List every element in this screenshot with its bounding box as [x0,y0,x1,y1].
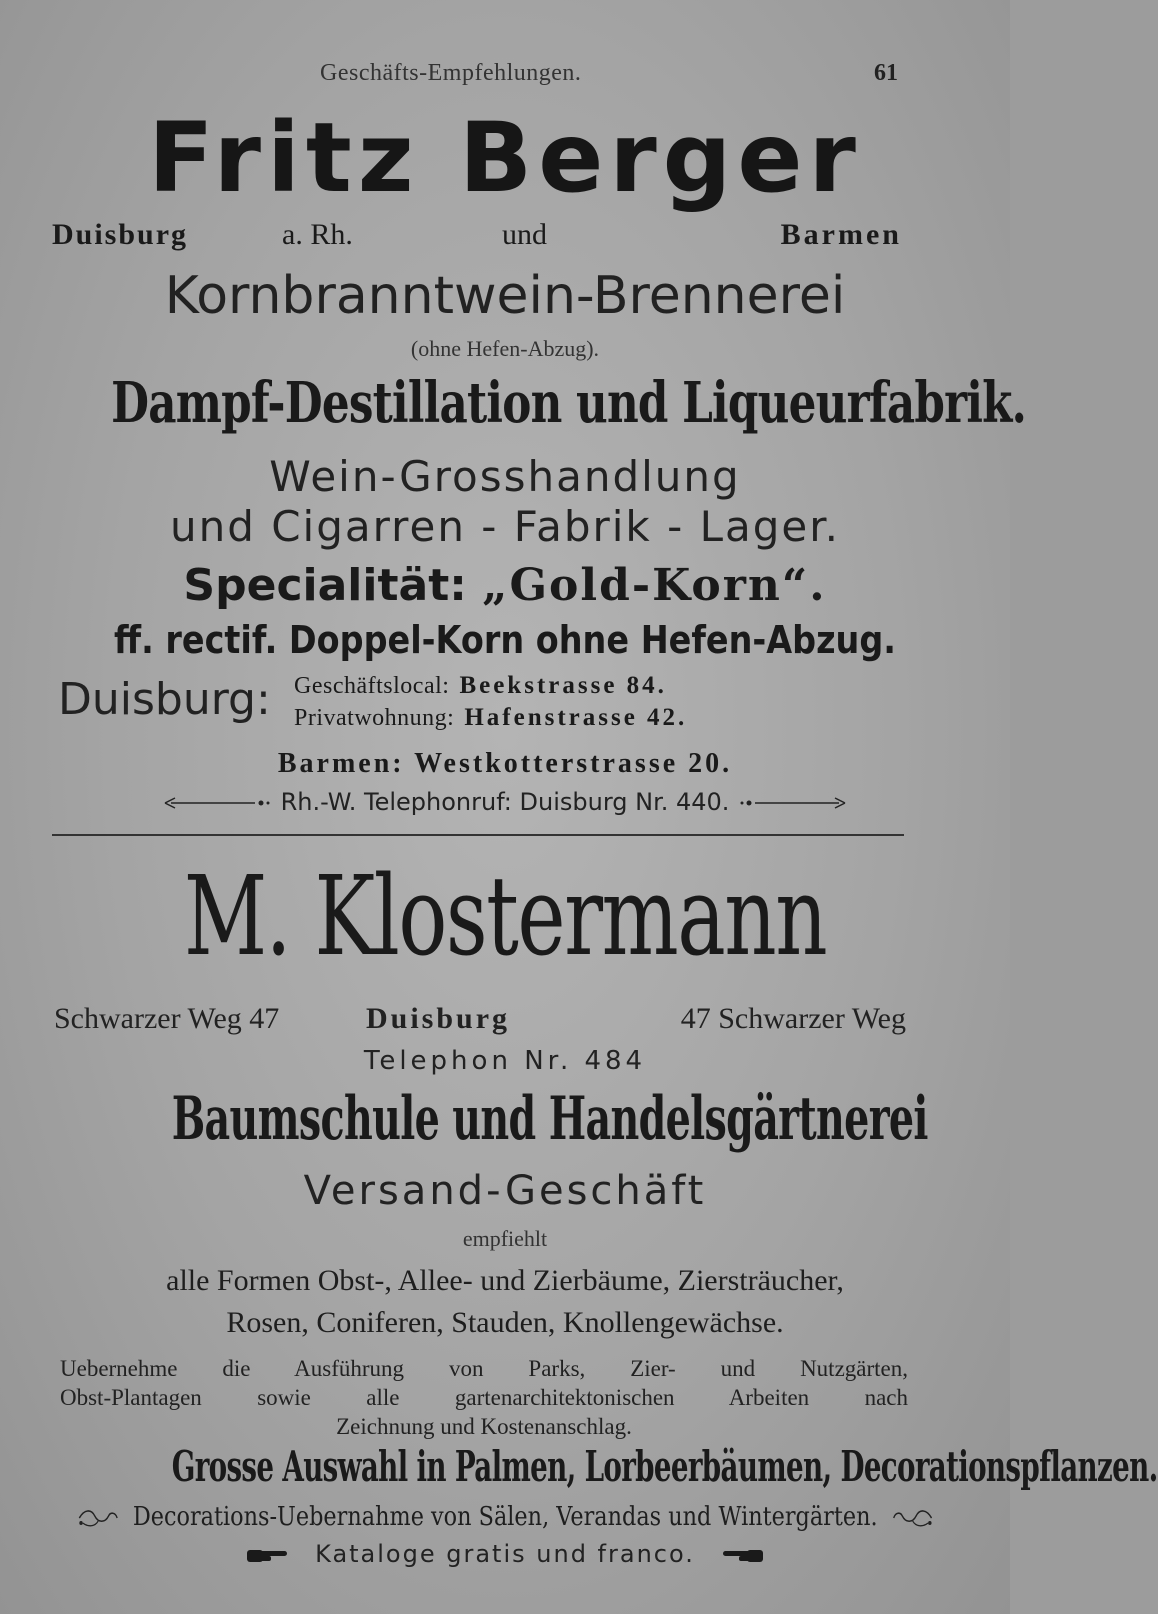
ad2-alle-line: alle Formen Obst-, Allee- und Zierbäume, Ziersträucher, [166,1264,844,1297]
ad2-grosse-line: Grosse Auswahl in Palmen, Lorbeerbäumen, Decorationspflanzen. [171,1442,1158,1491]
ad1-barmen-address: Barmen: Westkotterstrasse 20. [277,748,733,779]
ad1-cigarren-line: und Cigarren - Fabrik - Lager. [169,502,841,551]
ad2-company-name: M. Klostermann [183,852,827,980]
ad2-uebernehme-line-3: Zeichnung und Kostenanschlag. [336,1414,632,1439]
ad2-kataloge-line [0,1540,1010,1568]
ad1-office-address [294,672,667,700]
ad1-office-value: Beekstrasse 84. [459,672,667,699]
right-arrow-ornament-icon [737,797,847,809]
ad2-address-city: Duisburg [366,1002,511,1035]
ad1-dampf-line: Dampf-Destillation und Liqueurfabrik. [111,370,1027,436]
ad1-duisburg-addresses [58,672,938,742]
ad2-decorations-line [71,1502,940,1532]
pointing-hand-right-icon [245,1546,291,1564]
ad2-versand-line: Versand-Geschäft [303,1168,707,1214]
ad1-private-label: Privatwohnung: [294,705,455,731]
ad1-locations [52,218,902,258]
left-arrow-ornament-icon [163,797,273,809]
ad1-telephone: Rh.-W. Telephonruf: Duisburg Nr. 440. [280,788,730,816]
ad2-uebernehme-line-1: Uebernehme die Ausführung von Parks, Zier- und Nutzgärten, [60,1356,908,1381]
ad1-city1-suffix: a. Rh. [282,218,353,251]
running-title: Geschäfts-Empfehlungen. [320,60,582,86]
ad1-private-value: Hafenstrasse 42. [464,704,688,731]
page-number: 61 [874,60,898,86]
pointing-hand-left-icon [719,1546,765,1564]
ad1-rectif-line: ff. rectif. Doppel-Korn ohne Hefen-Abzug. [113,618,897,662]
ad1-kornbrannt-line: Kornbranntwein-Brennerei [164,266,846,326]
ad1-specialitaet-line [0,560,1010,611]
ad-divider-rule [52,834,904,836]
ad1-private-address [294,704,687,732]
ad1-office-label: Geschäftslocal: [294,673,450,699]
ad2-uebernehme-paragraph [60,1354,908,1441]
ad1-address-city: Duisburg: [58,674,271,725]
ad2-baumschule-line: Baumschule und Handelsgärtnerei [171,1084,928,1154]
ad2-uebernehme-line-2: Obst-Plantagen sowie alle gartenarchitektonischen Arbeiten nach [60,1385,908,1410]
ad2-address-row [54,1002,906,1042]
ad1-conjunction: und [502,218,547,251]
ad1-specialitaet-value: „Gold-Korn“. [482,560,827,611]
ad2-kataloge: Kataloge gratis und franco. [315,1540,695,1568]
ad1-specialitaet-label: Specialität: [183,560,467,611]
right-flourish-icon [892,1507,933,1529]
ad2-telephone: Telephon Nr. 484 [363,1046,647,1076]
left-flourish-icon [78,1507,119,1529]
ad1-company-name: Fritz Berger [148,102,862,214]
ad2-address-right: 47 Schwarzer Weg [680,1002,906,1035]
ad2-empfiehlt-line: empfiehlt [462,1226,548,1251]
ad2-rosen-line: Rosen, Coniferen, Stauden, Knollengewächse. [226,1306,784,1339]
ad1-telephone-line [0,788,1010,816]
ad2-address-left: Schwarzer Weg 47 [54,1002,280,1035]
ad1-ohne-line: (ohne Hefen-Abzug). [410,336,600,361]
ad1-city2: Barmen [780,218,902,251]
ad1-wein-line: Wein-Grosshandlung [269,452,741,501]
ad1-city1: Duisburg [52,218,189,251]
ad2-decorations: Decorations-Uebernahme von Sälen, Verandas und Wintergärten. [132,1502,878,1532]
